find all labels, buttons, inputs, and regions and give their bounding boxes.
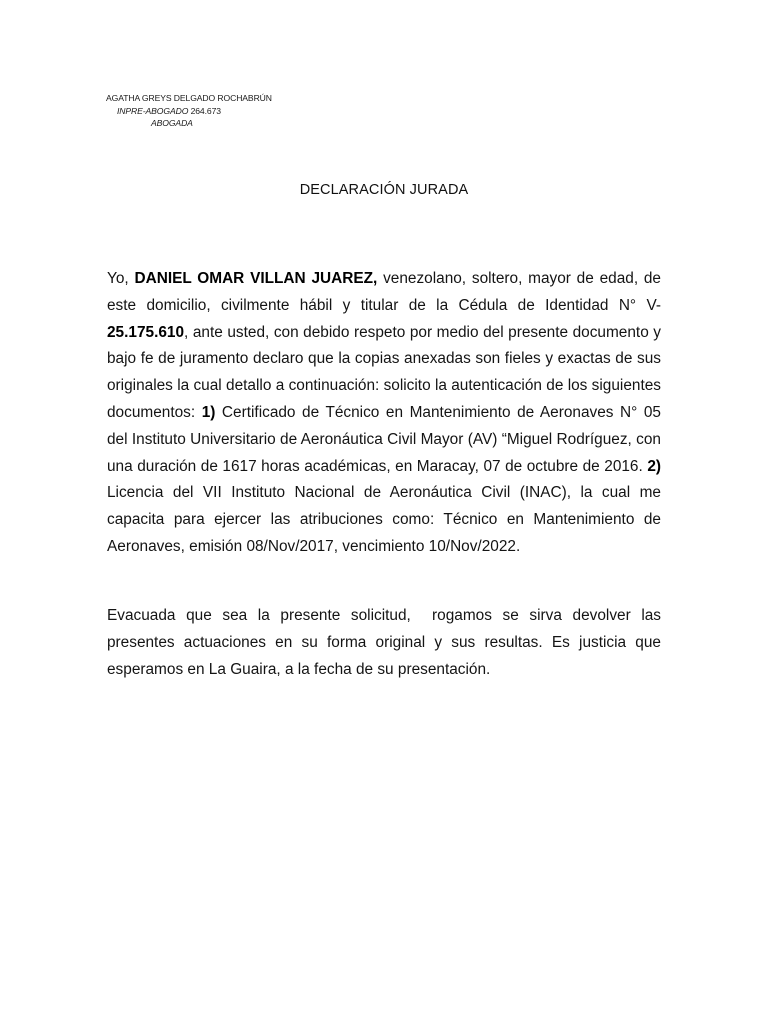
para1-body: , ante usted, con debido respeto por medio del presente documento y bajo fe de juramento declaro que la copias anexadas son fieles y exactas de sus originales la cual detallo a continuación: solicito la autenticación de los siguientes documentos: — [107, 323, 661, 421]
item1-text: Certificado de Técnico en Mantenimiento de Aeronaves N° 05 del Instituto Universitario de Aeronáutica Civil Mayor (AV) “Miguel Rodríguez, con una duración de 1617 horas académicas, en Maracay, 07 de octubre de 2016. — [107, 403, 661, 475]
inpre-number: 264.673 — [190, 105, 221, 116]
declaration-paragraph — [107, 266, 661, 561]
item2-text: Licencia del VII Instituto Nacional de Aeronáutica Civil (INAC), la cual me capacita para ejercer las atribuciones como: Técnico en Mantenimiento de Aeronaves, emisión 08/Nov/2017, vencimiento 10/Nov/2022. — [107, 484, 661, 555]
declarant-name: DANIEL OMAR VILLAN JUAREZ, — [134, 270, 378, 287]
para1-id-text: venezolano, soltero, mayor de edad, de este domicilio, civilmente hábil y titular de la Cédula de Identidad N° V- — [107, 270, 661, 314]
cedula-number: 25.175.610 — [107, 323, 185, 341]
item2-number: 2) — [647, 457, 661, 475]
inpre-line — [117, 105, 272, 118]
letterhead — [106, 92, 272, 130]
closing-paragraph: Evacuada que sea la presente solicitud, rogamos se sirva devolver las presentes actuaciones en su forma original y sus resultas. Es justicia que esperamos en La Guaira, a la fecha de su presentación. — [107, 607, 666, 678]
para1-intro: Yo, — [107, 270, 135, 287]
item1-number: 1) — [201, 403, 216, 421]
lawyer-name: AGATHA GREYS DELGADO ROCHABRÚN — [106, 93, 272, 103]
lawyer-role: ABOGADA — [151, 118, 193, 128]
document-title: DECLARACIÓN JURADA — [299, 182, 469, 198]
inpre-label: INPRE-ABOGADO — [117, 105, 189, 116]
